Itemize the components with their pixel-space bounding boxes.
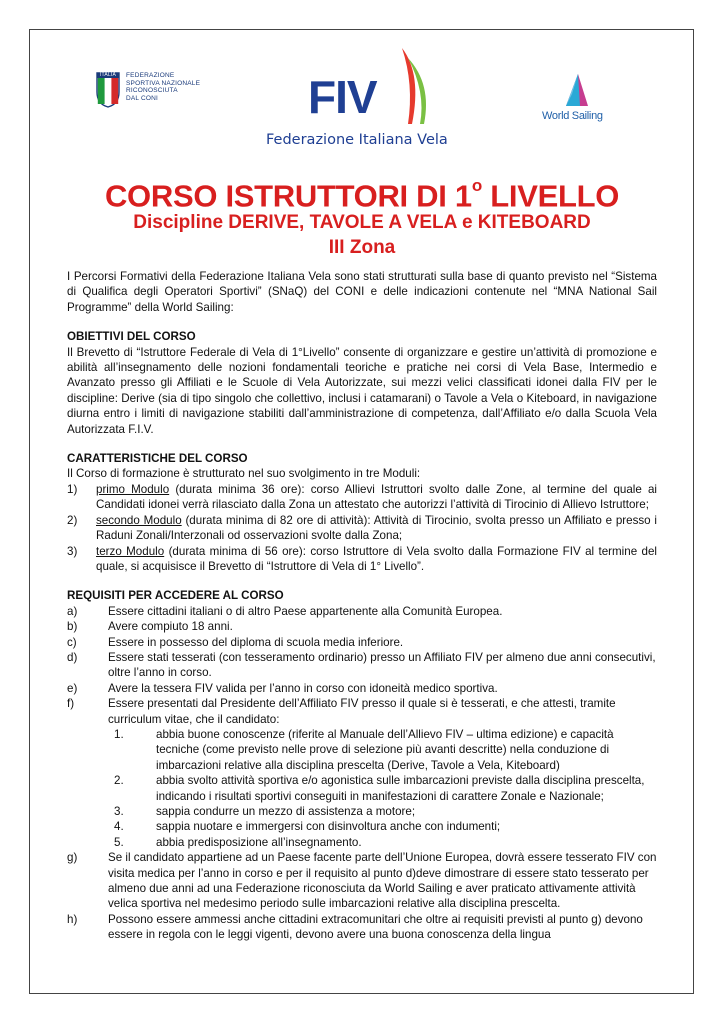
- subitem-number: 5.: [114, 835, 124, 849]
- requirement-item: [67, 650, 657, 681]
- subitem-number: 1.: [114, 727, 124, 741]
- module-name: secondo Modulo: [96, 513, 182, 527]
- subitem-number: 3.: [114, 805, 124, 818]
- subitem-text: abbia predisposizione all’insegnamento.: [156, 835, 362, 849]
- title-text: CORSO ISTRUTTORI DI 1: [104, 178, 472, 214]
- module-item: [67, 482, 657, 513]
- item-letter: e): [67, 681, 78, 695]
- requirement-text: Avere la tessera FIV valida per l’anno in corso con idoneità medico sportiva.: [108, 681, 498, 695]
- page-subtitle: Discipline DERIVE, TAVOLE A VELA e KITEBOARD: [133, 212, 591, 233]
- item-letter: b): [67, 620, 78, 634]
- fiv-wordmark: FIV: [308, 71, 377, 123]
- item-letter: c): [67, 635, 77, 649]
- subitem-number: 2.: [114, 774, 124, 788]
- requirement-text: Essere presentati dal Presidente dell’Affiliato FIV presso il quale si è tesserati, e che attesti, tramite curriculum vitae, che il candidato:: [108, 697, 616, 726]
- item-letter: g): [67, 851, 78, 865]
- item-letter: d): [67, 650, 78, 664]
- module-text: (durata minima di 82 ore di attività): Attività di Tirocinio, svolta presso un Affiliato e presso i Raduni Zonali/Interzonali od osservazioni svolte dalla Zona;: [96, 513, 657, 543]
- coni-line: FEDERAZIONE: [126, 72, 175, 79]
- world-sailing-logo: [540, 72, 610, 128]
- requirement-text: Se il candidato appartiene ad un Paese facente parte dell’Unione Europea, dovrà essere tesserato FIV con visita medica per l’anno in corso e per il requisito al punto d)deve dimostrare di essere stato tesserato per almeno due anni ad una Federazione riconosciuta da World Sailing e aver praticato attivamente attività velica sportiva nel medesimo periodo sulle imbarcazioni relative alla disciplina prescelta.: [108, 851, 657, 911]
- requirement-text: Essere cittadini italiani o di altro Paese appartenente alla Comunità Europea.: [108, 604, 503, 618]
- subitem-text: sappia nuotare e immergersi con disinvoltura anche con indumenti;: [156, 820, 501, 834]
- candidate-subitem: [67, 819, 657, 834]
- requirement-text: Essere in possesso del diploma di scuola media inferiore.: [108, 635, 404, 649]
- candidate-subitem: [67, 773, 657, 804]
- coni-line: DAL CONI: [126, 94, 159, 102]
- requirement-text: Essere stati tesserati (con tesseramento ordinario) presso un Affiliato FIV per almeno due anni consecutivi, oltre l’anno in corso.: [108, 650, 656, 680]
- section-heading-caratteristiche: CARATTERISTICHE DEL CORSO: [67, 452, 248, 466]
- coni-line: SPORTIVA NAZIONALE: [126, 79, 201, 87]
- requirement-item: [67, 681, 657, 696]
- item-number: 2): [67, 513, 78, 527]
- requirement-item: [67, 912, 657, 943]
- coni-logo: [96, 72, 216, 112]
- requirement-text: Avere compiuto 18 anni.: [108, 620, 233, 634]
- subitem-text: abbia buone conoscenze (riferite al Manuale dell’Allievo FIV – ultima edizione) e capacità tecniche (come previsto nelle prove di selezione più avanti descritte) nella conduzione di imbarcazioni relative alla disciplina prescelta (Derive, Tavole a Vela, Kiteboard): [156, 727, 614, 772]
- obiettivi-paragraph: Il Brevetto di “Istruttore Federale di Vela di 1°Livello” consente di organizzare e gestire un’attività di promozione e abilità all’insegnamento delle nozioni fondamentali teoriche e pratiche nei corsi di Vela Base, Intermedio e Avanzato presso gli Affiliati e le Scuole di Vela Autorizzate, sui mezzi velici classificati idonei dalla FIV per le discipline: Derive (sia di tipo singolo che collettivo, inclusi i catamarani) o Tavole a Vela o Kiteboard, in navigazione diurna entro i limiti di navigazione stabiliti dall’amministrazione di competenza, dall’Affiliato e/o dalla Scuola Vela Autorizzata F.I.V.: [67, 345, 657, 436]
- requirement-item: [67, 604, 657, 619]
- candidate-subitem: [67, 835, 657, 850]
- requirement-item: [67, 619, 657, 634]
- module-item: [67, 544, 657, 575]
- candidate-subitem: [67, 727, 657, 773]
- item-number: 3): [67, 544, 78, 558]
- coni-name: ITALIA: [99, 72, 117, 78]
- requirement-text: Possono essere ammessi anche cittadini extracomunitari che oltre ai requisiti previsti al punto g) devono essere in regola con le leggi vigenti, devono avere una buona conoscenza della lingua: [108, 912, 643, 942]
- caratteristiche-intro: Il Corso di formazione è strutturato nel suo svolgimento in tre Moduli:: [67, 467, 421, 481]
- zone-label: III Zona: [328, 237, 396, 258]
- fiv-logo: [262, 44, 472, 154]
- subitem-text: abbia svolto attività sportiva e/o agonistica sulle imbarcazioni previste dalla disciplina prescelta, indicando i risultati sportivi conseguiti in manifestazioni di carattere Zonale e Nazionale;: [156, 774, 645, 803]
- subitem-text: sappia condurre un mezzo di assistenza a motore;: [156, 805, 416, 818]
- module-text: (durata minima 36 ore): corso Allievi Istruttori svolto dalle Zone, al termine del quale ai Candidati idonei verrà rilasciato dalla Zona un attestato che autorizzi l’attività di Tirocinio di Allievo Istruttore;: [96, 482, 657, 512]
- requirement-item: [67, 696, 657, 727]
- title-text-end: LIVELLO: [481, 178, 620, 214]
- subitem-number: 4.: [114, 820, 124, 834]
- candidate-subitem: [67, 804, 657, 819]
- world-sailing-sail-icon: [558, 72, 592, 108]
- module-item: [67, 513, 657, 544]
- requirement-item: [67, 850, 657, 912]
- requirement-item: [67, 635, 657, 650]
- module-name: primo Modulo: [96, 482, 170, 496]
- document-body: [67, 269, 657, 943]
- section-heading-obiettivi: OBIETTIVI DEL CORSO: [67, 330, 196, 344]
- world-sailing-text: World Sailing: [542, 110, 603, 122]
- item-letter: a): [67, 604, 78, 618]
- module-name: terzo Modulo: [96, 544, 165, 558]
- coni-text: [99, 72, 201, 102]
- intro-paragraph: I Percorsi Formativi della Federazione Italiana Vela sono stati strutturati sulla base di quanto previsto nel “Sistema di Qualifica degli Operatori Sportivi” (SNaQ) del CONI e delle indicazioni contenute nel “MNA National Sail Programme” della World Sailing:: [67, 270, 657, 314]
- module-text: (durata minima di 56 ore): corso Istruttore di Vela svolto dalla Formazione FIV al termine del quale, si acquisisce il Brevetto di “Istruttore di Vela di 1° Livello”.: [96, 544, 657, 573]
- item-number: 1): [67, 482, 78, 496]
- item-letter: h): [67, 912, 78, 926]
- coni-line: RICONOSCIUTA: [126, 87, 178, 94]
- fiv-subtitle: Federazione Italiana Vela: [266, 132, 448, 148]
- section-heading-requisiti: REQUISITI PER ACCEDERE AL CORSO: [67, 589, 284, 603]
- page-title: [0, 172, 724, 214]
- item-letter: f): [67, 697, 75, 711]
- title-superscript: o: [471, 176, 482, 195]
